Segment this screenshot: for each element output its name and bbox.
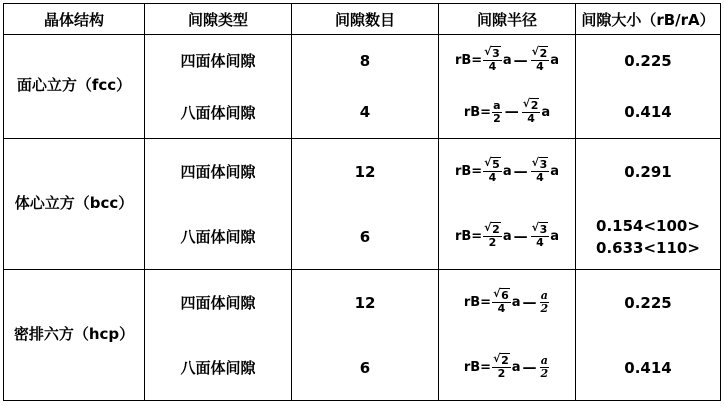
sqrt-icon xyxy=(484,223,501,236)
size-cell xyxy=(576,139,721,270)
radicand: 6 xyxy=(501,289,509,302)
minus-sign: — xyxy=(513,228,528,245)
fraction xyxy=(492,100,502,125)
sqrt-icon xyxy=(493,289,510,302)
fraction xyxy=(531,159,550,184)
fraction-numerator xyxy=(492,290,511,303)
fraction-numerator xyxy=(531,159,550,172)
fraction-denominator: 4 xyxy=(488,60,497,74)
interstitial-type: 八面体间隙 xyxy=(180,228,256,246)
interstitial-count: 6 xyxy=(359,227,371,246)
interstitial-count: 12 xyxy=(354,293,376,312)
fraction-denominator: 4 xyxy=(536,171,544,184)
radius-a: a xyxy=(541,104,551,120)
structure-cell xyxy=(4,270,145,401)
radicand: 3 xyxy=(492,47,500,61)
numerator-text: a xyxy=(493,98,501,112)
sub-entry xyxy=(145,35,291,87)
sub-entry xyxy=(439,335,575,400)
size-value: 0.154<100> xyxy=(596,216,700,235)
radius-cell xyxy=(439,35,576,139)
interstitial-type: 八面体间隙 xyxy=(180,103,256,122)
fraction-denominator: 4 xyxy=(488,171,497,184)
fraction xyxy=(540,355,550,380)
header-count: 间隙数目 xyxy=(292,4,439,35)
fraction xyxy=(531,48,550,73)
sub-entry xyxy=(576,270,720,335)
radius-prefix: rB= xyxy=(454,229,483,244)
type-cell xyxy=(145,270,292,401)
count-cell xyxy=(292,139,439,270)
radius-a: a xyxy=(502,164,512,179)
size-value: 0.633<110> xyxy=(596,238,700,257)
radicand: 2 xyxy=(530,98,539,112)
radius-a: a xyxy=(550,229,560,244)
structure-name: 面心立方（fcc） xyxy=(16,76,132,94)
radicand: 5 xyxy=(492,158,500,171)
radius-cell xyxy=(439,139,576,270)
sqrt-icon xyxy=(484,158,501,171)
sub-entry xyxy=(145,87,291,139)
sqrt-icon xyxy=(493,354,510,367)
fraction-numerator xyxy=(531,224,550,237)
type-cell xyxy=(145,139,292,270)
count-cell xyxy=(292,270,439,401)
sqrt-icon xyxy=(532,223,549,236)
sub-entry xyxy=(439,35,575,87)
radius-prefix: rB= xyxy=(463,295,492,310)
radius-cell xyxy=(439,270,576,401)
size-values xyxy=(596,204,700,269)
size-value: 0.291 xyxy=(624,162,672,181)
fraction xyxy=(522,100,541,125)
interstitial-count: 6 xyxy=(359,358,371,377)
sub-entry xyxy=(145,270,291,335)
numerator-text: a xyxy=(540,289,548,302)
radius-prefix: rB= xyxy=(454,53,483,69)
radius-a: a xyxy=(502,229,512,244)
structure-row xyxy=(4,35,721,139)
structure-row xyxy=(4,139,721,270)
minus-sign: — xyxy=(513,52,528,69)
fraction-numerator xyxy=(531,48,550,61)
fraction-denominator: 2 xyxy=(540,367,549,380)
numerator-text: a xyxy=(540,354,548,367)
fraction xyxy=(492,290,511,315)
radicand: 3 xyxy=(539,158,548,171)
minus-sign: — xyxy=(522,294,537,311)
header-type: 间隙类型 xyxy=(145,4,292,35)
fraction-denominator: 4 xyxy=(497,302,506,315)
minus-sign: — xyxy=(522,359,537,376)
structure-name: 密排六方（hcp） xyxy=(13,324,135,343)
sub-entry xyxy=(292,204,438,269)
header-row xyxy=(4,4,721,35)
radius-a: a xyxy=(511,295,521,310)
sub-entry xyxy=(576,204,720,269)
interstitial-count: 4 xyxy=(359,103,371,122)
fraction-denominator: 2 xyxy=(493,111,501,125)
fraction xyxy=(492,355,511,380)
radius-formula xyxy=(455,48,559,73)
sqrt-icon xyxy=(532,47,549,60)
radius-formula xyxy=(455,159,559,184)
sub-entry xyxy=(439,270,575,335)
fraction-numerator xyxy=(522,100,541,113)
sqrt-icon xyxy=(532,158,549,171)
sqrt-icon xyxy=(484,47,501,60)
fraction-numerator xyxy=(492,100,501,113)
size-value: 0.414 xyxy=(624,358,672,377)
fraction-denominator: 2 xyxy=(540,302,549,315)
header-size: 间隙大小（rB/rA） xyxy=(576,4,721,35)
fraction xyxy=(483,48,502,73)
radius-formula xyxy=(464,100,550,125)
fraction xyxy=(483,159,502,184)
sub-entry xyxy=(576,35,720,87)
size-value: 0.225 xyxy=(624,293,672,312)
fraction xyxy=(531,224,550,249)
sub-entry xyxy=(292,270,438,335)
fraction-numerator xyxy=(483,224,502,237)
interstitial-type: 八面体间隙 xyxy=(180,359,256,377)
radius-a: a xyxy=(511,360,521,375)
size-values xyxy=(624,87,671,139)
header-radius: 间隙半径 xyxy=(439,4,576,35)
radius-formula xyxy=(455,224,559,249)
structure-row xyxy=(4,270,721,401)
structure-cell xyxy=(4,35,145,139)
interstitial-type: 四面体间隙 xyxy=(180,52,256,71)
size-cell xyxy=(576,35,721,139)
fraction-denominator: 4 xyxy=(536,236,544,249)
fraction-denominator: 4 xyxy=(536,60,544,74)
size-value: 0.225 xyxy=(624,51,672,70)
size-values xyxy=(624,35,671,87)
sqrt-icon xyxy=(523,99,540,112)
sub-entry xyxy=(439,87,575,139)
structure-cell xyxy=(4,139,145,270)
radius-prefix: rB= xyxy=(454,164,483,179)
fraction xyxy=(483,224,502,249)
sub-entry xyxy=(292,87,438,139)
type-cell xyxy=(145,35,292,139)
minus-sign: — xyxy=(513,163,528,180)
radius-formula xyxy=(464,290,550,315)
size-values xyxy=(624,270,671,335)
radicand: 3 xyxy=(539,223,548,236)
size-values xyxy=(624,139,671,204)
minus-sign: — xyxy=(504,104,519,121)
sub-entry xyxy=(145,335,291,400)
radicand: 2 xyxy=(539,47,548,61)
fraction-numerator xyxy=(483,159,502,172)
sub-entry xyxy=(292,335,438,400)
sub-entry xyxy=(576,335,720,400)
interstitial-table xyxy=(3,3,721,401)
fraction-denominator: 2 xyxy=(488,236,497,249)
interstitial-count: 12 xyxy=(354,162,376,181)
radius-prefix: rB= xyxy=(463,104,492,120)
sub-entry xyxy=(292,139,438,204)
radius-a: a xyxy=(550,164,560,179)
sub-entry xyxy=(145,204,291,269)
sub-entry xyxy=(145,139,291,204)
radius-prefix: rB= xyxy=(463,360,492,375)
size-value: 0.414 xyxy=(624,103,672,122)
count-cell xyxy=(292,35,439,139)
header-structure: 晶体结构 xyxy=(4,4,145,35)
interstitial-type: 四面体间隙 xyxy=(180,294,256,312)
fraction-denominator: 4 xyxy=(527,111,535,125)
sub-entry xyxy=(439,204,575,269)
radius-a: a xyxy=(550,53,560,69)
radicand: 2 xyxy=(492,223,500,236)
interstitial-count: 8 xyxy=(359,51,371,70)
sub-entry xyxy=(576,87,720,139)
interstitial-type: 四面体间隙 xyxy=(180,163,256,181)
fraction-numerator xyxy=(483,48,502,61)
sub-entry xyxy=(439,139,575,204)
sub-entry xyxy=(292,35,438,87)
size-cell xyxy=(576,270,721,401)
structure-name: 体心立方（bcc） xyxy=(14,193,134,212)
radius-formula xyxy=(464,355,550,380)
size-values xyxy=(624,335,671,400)
radius-a: a xyxy=(502,53,512,69)
sub-entry xyxy=(576,139,720,204)
radicand: 2 xyxy=(501,354,509,367)
fraction-denominator: 2 xyxy=(497,367,506,380)
fraction xyxy=(540,290,550,315)
fraction-numerator xyxy=(492,355,511,368)
